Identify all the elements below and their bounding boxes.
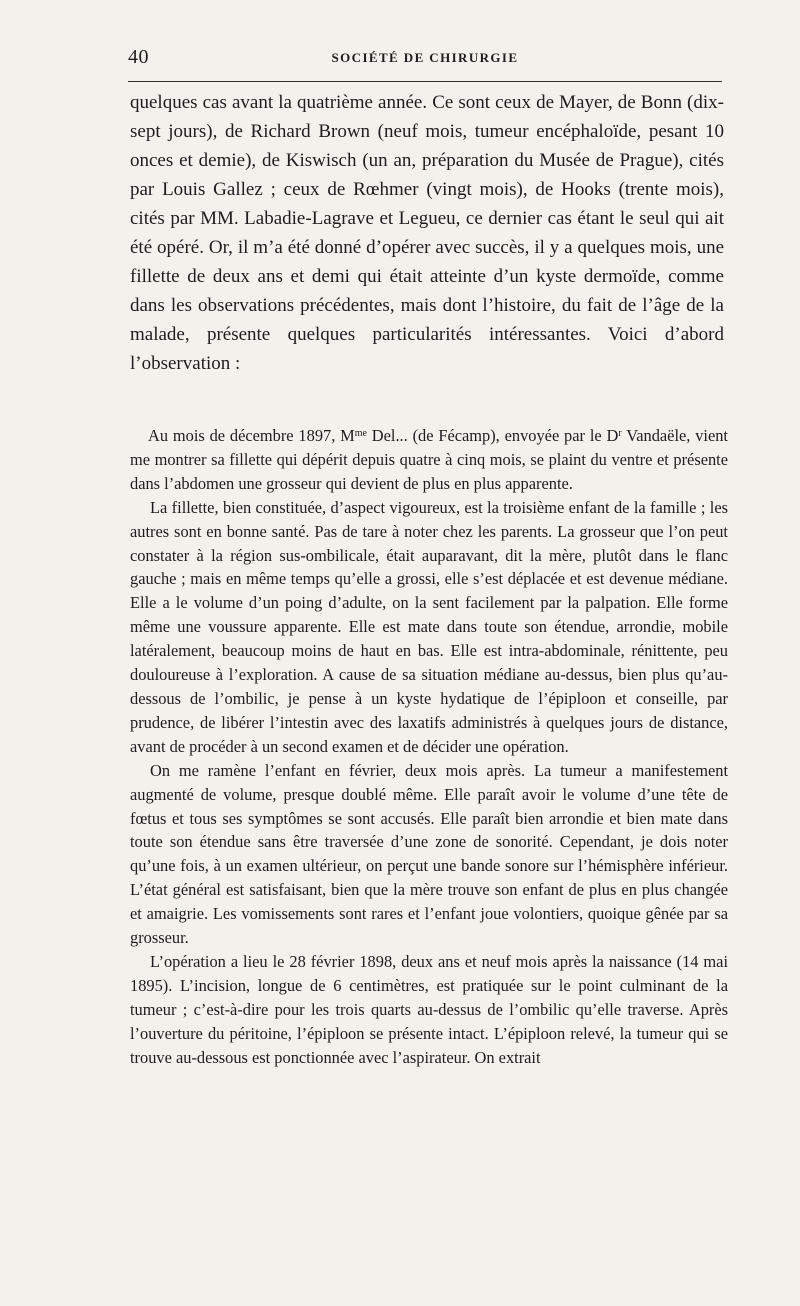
- observation-paragraph-2: La fillette, bien constituée, d’aspect vigoureux, est la troisième enfant de la famille ; les autres sont en bonne santé. Pas de tare à noter chez les parents. La grosseur que l’on peut constater à la région sus-ombilicale, était auparavant, dit la mère, plutôt dans le flanc gauche ; mais en même temps qu’elle a grossi, elle s’est déplacée et est devenue médiane. Elle a le volume d’un poing d’adulte, on la sent facilement par la palpation. Elle forme même une voussure apparente. Elle est mate dans toute son étendue, arrondie, mobile latéralement, beaucoup moins de haut en bas. Elle est intra-abdominale, rénittente, peu douloureuse à l’exploration. A cause de sa situation médiane au-dessus, bien plus qu’au-dessous de l’ombilic, je pense à un kyste hydatique de l’épiploon et conseille, par prudence, de libérer l’intestin avec des laxatifs administrés à quelques jours de distance, avant de procéder à un second examen et de décider une opération.: [130, 497, 728, 756]
- observation-paragraph-4: L’opération a lieu le 28 février 1898, deux ans et neuf mois après la naissance (14 mai 1895). L’incision, longue de 6 centimètres, est pratiquée sur le point culminant de la tumeur ; c’est-à-dire pour les trois quarts au-dessus de l’ombilic qu’elle traverse. Après l’ouverture du péritoine, l’épiploon se présente intact. L’épiploon relevé, la tumeur qui se trouve au-dessous est ponctionnée avec l’aspirateur. On extrait: [130, 951, 728, 1067]
- dr-superscript: r: [618, 428, 622, 439]
- obs-p1-end: Vandaële, vient me montrer sa fillette qui dépérit depuis quatre à cinq mois, se plaint du ventre et présente dans l’abdomen une grosseur qui devient de plus en plus apparente.: [130, 426, 728, 493]
- obs-p1-mid: Del... (de Fécamp), envoyée par le D: [366, 426, 619, 445]
- intro-paragraph: quelques cas avant la quatrième année. Ce sont ceux de Mayer, de Bonn (dix-sept jours), de Richard Brown (neuf mois, tumeur encéphaloïde, pesant 10 onces et demie), de Kiswisch (un an, préparation du Musée de Prague), cités par Louis Gallez ; ceux de Rœhmer (vingt mois), de Hooks (trente mois), cités par MM. Labadie-Lagrave et Legueu, ce dernier cas étant le seul qui ait été opéré. Or, il m’a été donné d’opérer avec succès, il y a quelques mois, une fillette de deux ans et demi qui était atteinte d’un kyste dermoïde, comme dans les observations précédentes, mais dont l’histoire, du fait de l’âge de la malade, présente quelques particularités intéressantes. Voici d’abord l’observation :: [130, 92, 724, 374]
- observation-paragraph-3: On me ramène l’enfant en février, deux mois après. La tumeur a manifestement augmenté de volume, presque doublé même. Elle paraît avoir le volume d’une tête de fœtus et tous ses symptômes se sont accusés. Elle paraît bien arrondie et bien mate dans toute son étendue sans être traversée d’une zone de sonorité. Cependant, je dois noter qu’une fois, à un examen ultérieur, on perçut une bande sonore sur l’hémisphère inférieur. L’état général est satisfaisant, bien que la mère trouve son enfant de plus en plus changée et amaigrie. Les vomissements sont rares et l’enfant joue volontiers, quoique gênée par sa grosseur.: [130, 760, 728, 948]
- observation-paragraph-1: [130, 424, 728, 496]
- page-header: [128, 46, 722, 70]
- header-rule: [128, 81, 722, 82]
- page-number: 40: [128, 46, 149, 68]
- obs-p1-start: Au mois de décembre 1897, M: [148, 426, 355, 445]
- running-head: SOCIÉTÉ DE CHIRURGIE: [331, 50, 519, 65]
- mme-superscript: me: [354, 428, 367, 439]
- observation-section: [130, 424, 728, 1069]
